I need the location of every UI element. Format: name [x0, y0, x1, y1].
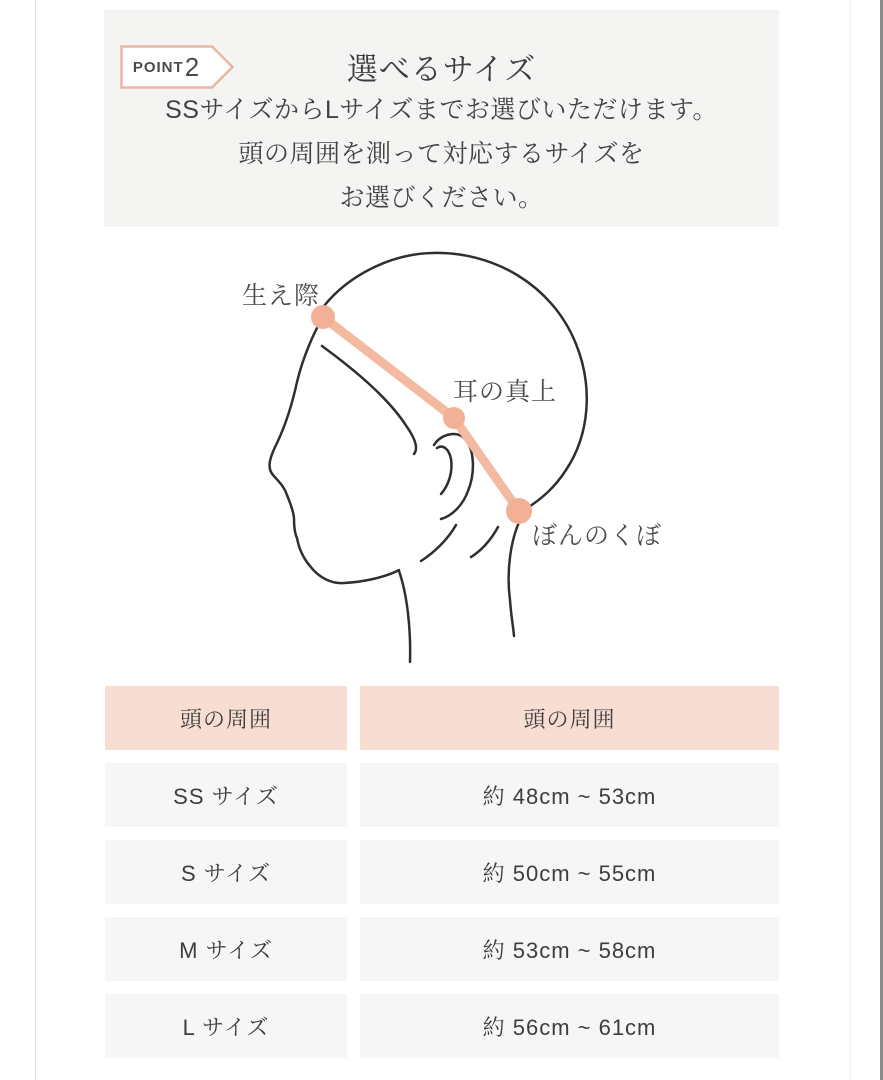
hairline-label: 生え際	[242, 282, 321, 310]
above-ear-point	[443, 407, 465, 429]
table-row-l-size: L サイズ	[105, 994, 347, 1058]
nape-jaw-curve	[471, 527, 498, 557]
table-row-l-range: 約 56cm ~ 61cm	[360, 994, 779, 1058]
page-left-border	[35, 0, 36, 1080]
table-row-ss-size: SS サイズ	[105, 763, 347, 827]
description-line-1: SSサイズからLサイズまでお選びいただけます。	[165, 96, 718, 124]
point-section	[104, 10, 779, 227]
above-ear-label: 耳の真上	[453, 378, 558, 406]
page-right-border	[850, 0, 851, 1080]
table-header-circumference-col: 頭の周囲	[360, 686, 779, 750]
table-row-m-size: M サイズ	[105, 917, 347, 981]
badge-number: 2	[184, 52, 200, 82]
head-measurement-diagram	[180, 238, 690, 683]
table-row-s-range: 約 50cm ~ 55cm	[360, 840, 779, 904]
size-table	[105, 686, 779, 1058]
under-ear-curve	[421, 525, 456, 561]
nape-point	[506, 498, 532, 524]
neck-back-line	[509, 518, 521, 636]
badge-label: POINT	[132, 58, 184, 76]
table-header-size-col: 頭の周囲	[105, 686, 347, 750]
measurement-line	[311, 305, 532, 524]
table-row-s-size: S サイズ	[105, 840, 347, 904]
neck-front-line	[399, 571, 410, 662]
table-row-ss-range: 約 48cm ~ 53cm	[360, 763, 779, 827]
description-line-3: お選びください。	[339, 184, 544, 212]
hairline-curve	[322, 346, 416, 454]
table-row-m-range: 約 53cm ~ 58cm	[360, 917, 779, 981]
ear-inner-curve	[437, 447, 452, 494]
section-description	[104, 88, 779, 220]
nape-label: ぼんのくぼ	[532, 522, 663, 550]
section-title: 選べるサイズ	[346, 52, 537, 87]
description-line-2: 頭の周囲を測って対応するサイズを	[238, 140, 645, 168]
